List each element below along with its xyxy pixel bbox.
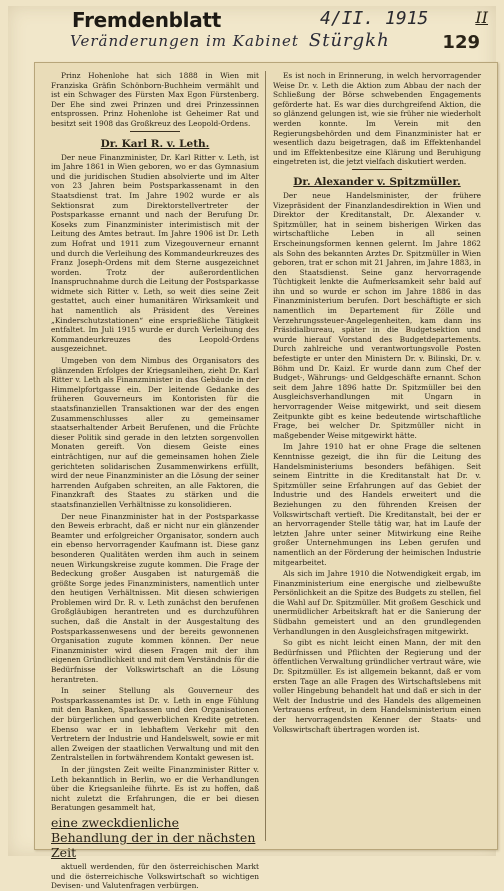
- leth-highlight-line: eine zweckdienliche Behandlung der in der nächsten Zeit: [51, 814, 256, 860]
- newspaper-source: Fremdenblatt: [72, 8, 221, 32]
- left-column: [51, 71, 259, 891]
- spitzmueller-paragraph-4: So gibt es nicht leicht einen Mann, der mit den Bedürfnissen und Pflichten der Regierung und der öffentlichen Verwaltung gründlicher vertraut wäre, wie Dr. Spitzmüller. Es ist allgemein bekannt, daß er vom ersten Tage an alle Fragen des Wirtschaftslebens mit voller Hingebung behandelt hat und daß er sich in der Welt der Industrie und des Handels des allgemeinen Vertrauens erfreut, in dem Handelsministerium einen der hervorragendsten Kenner der Staats- und Volkswirtschaft übertragen worden ist.: [273, 638, 482, 734]
- column-divider: [265, 71, 266, 841]
- right-column: [273, 71, 481, 843]
- clipping-date: 4/II. 1915: [320, 8, 429, 29]
- right-intro: Es ist noch in Erinnerung, in welch hervorragender Weise Dr. v. Leth die Aktion zum Abbau der nach der Schließung der Börse schwebenden Engagements geförderte hat. Es war dies durchgreifend Aktion, die so glänzend gelungen ist, wie sie früher nie wiederholt werden konnte. Im Verein mit den Regierungsbehörden und dem Finanzminister hat er wesentlich dazu beigetragen, daß im Effektenhandel und im Effektenbesitze eine Klärung und Beruhigung eingetreten ist, die jetzt vielfach diskutiert werden.: [273, 71, 481, 167]
- handwritten-title: Veränderungen im Kabinet: [70, 32, 299, 50]
- leth-paragraph-3: Der neue Finanzminister hat in der Postsparkasse den Beweis erbracht, daß er nicht nur ein glänzender Beamter und erfolgreicher Organisator, sondern auch ein ebenso hervorragender Kaufmann ist. Diese ganz besonderen Qualitäten werden ihm auch in seinem neuen Wirkungskreise zugute kommen. Die Frage der Bedeckung großer Ausgaben ist naturgemäß die größte Sorge jedes Finanzministers, namentlich unter den heutigen Verhältnissen. Mit diesen schwierigen Problemen wird Dr. R. v. Leth zunächst den berufenen Großgläubigen herantreten und es durchzuführen suchen, daß die Anstalt in der Ausgestaltung des Postsparkassenwesens und der bereits gewonnenen Organisation zugute kommen können. Der neue Finanzminister wird diesen Fragen mit der ihm eigenen Gründlichkeit und mit dem Verständnis für die Bedürfnisse der Volkswirtschaft an die Lösung herantreten.: [51, 511, 259, 684]
- leth-paragraph-1: Der neue Finanzminister, Dr. Karl Ritter v. Leth, ist im Jahre 1861 in Wien geboren, wo er das Gymnasium und die juridischen Studien absolvierte und im Alter von 23 Jahren beim Postsparkassenamt in den Staatsdienst trat. Im Jahre 1902 wurde er als Sektionsrat zum Direktorstellvertreter der Postsparkasse ernannt und nach der Berufung Dr. Koseks zum Finanzminister interimistisch mit der Leitung des Amtes betraut. Im Jahre 1906 ist Dr. Leth zum Hofrat und 1911 zum Vizegouverneur ernannt und durch die Verleihung des Kommandeurkreuzes des Franz Joseph-Ordens mit dem Sterne ausgezeichnet worden. Trotz der außerordentlichen Inanspruchnahme durch die Leitung der Postsparkasse widmete sich Ritter v. Leth, so weit dies seine Zeit gestattet, auch einer humanitären Wirksamkeit und hat namentlich als Präsident des Vereines „Kinderschutzstationen“ eine ersprießliche Tätigkeit entfaltet. Im Juli 1915 wurde er durch Verleihung des Kommandeurkreuzes des Leopold-Ordens ausgezeichnet.: [51, 152, 259, 354]
- section-rule: [130, 131, 180, 132]
- newspaper-clipping: [34, 62, 498, 891]
- leth-paragraph-2: Umgeben von dem Nimbus des Organisators des glänzenden Erfolges der Kriegsanleihen, zieht Dr. Karl Ritter v. Leth als Finanzminister in das Gebäude in der Himmelpfortgasse ein. Der leitende Gedanke des früheren Gouverneurs im Kontoristen für die staatsfinanziellen Transaktionen war der des engen Zusammenschlusses aller zu gemeinsamer staatserhaltender Arbeit Berufenen, und die Früchte dieser Politik sind gerade in den letzten sorgenvollen Monaten gereift. Von diesem Geiste eines einträchtigen, nur auf die gemeinsamen hohen Ziele gerichteten solidarischen Zusammenwirkens erfüllt, wird der neue Finanzminister an die Lösung der seiner harrenden Aufgaben schreiten, an alle Faktoren, die Finanzkraft des Staates zu stärken und die staatsfinanziellen Verhältnisse zu konsolidieren.: [51, 356, 259, 509]
- spitzmueller-paragraph-1: Der neue Handelsminister, der frühere Vizepräsident der Finanzlandesdirektion in Wien und Direktor der Kreditanstalt, Dr. Alexander v. Spitzmüller, hat in seinem bisherigen Wirken das wirtschaftliche Leben in all seinen Erscheinungsformen kennen gelernt. Im Jahre 1862 als Sohn des bekannten Arztes Dr. Spitzmüller in Wien geboren, trat er schon mit 21 Jahren, im Jahre 1883, in den Staatsdienst. Seine ganz hervorragende Tüchtigkeit lenkte die Aufmerksamkeit sehr bald auf ihn und so wurde er schon im Jahre 1886 in das Finanzministerium berufen. Dort beschäftigte er sich namentlich im Departement für Zölle und Verzehrungssteuer-Angelegenheiten, kam dann ins Präsidialbureau, später in die Budgetsektion und wurde hierauf Vorstand des Budgetdepartements. Durch zahlreiche und verantwortungsvolle Posten befestigte er unter den Ministern Dr. v. Bilinski, Dr. v. Böhm und Dr. Kaizl. Er wurde dann zum Chef der Budget-, Währungs- und Geldgeschäfte ernannt. Schon seit dem Jahre 1896 hatte Dr. Spitzmüller bei den Ausgleichsverhandlungen mit Ungarn in hervorragender Weise mitgewirkt, und seit diesem Zeitpunkte gibt es keine bedeutende wirtschaftliche Frage, bei welcher Dr. Spitzmüller nicht in maßgebender Weise mitgewirkt hätte.: [273, 190, 481, 440]
- left-intro: Prinz Hohenlohe hat sich 1888 in Wien mit Franziska Gräfin Schönborn-Buchheim vermählt und ist ein Schwager des Fürsten Max Egon Fürstenberg. Der Ehe sind zwei Prinzen und drei Prinzessinnen entsprossen. Prinz Hohenlohe ist Geheimer Rat und besitzt seit 1908 das Großkreuz des Leopold-Ordens.: [51, 71, 259, 128]
- section-rule: [352, 169, 402, 170]
- handwritten-name: Stürgkh: [308, 30, 390, 51]
- leth-paragraph-4: In seiner Stellung als Gouverneur des Postsparkassenamtes ist Dr. v. Leth in enge Fühlung mit den Banken, Sparkassen und den Organisationen der bürgerlichen und gewerblichen Kredite getreten. Ebenso war er in lebhaftem Verkehr mit den Vertretern der Industrie und Handelswelt, sowie er mit allen Zweigen der staatlichen Verwaltung und mit den Zentralstellen in fortwährendem Kontakt gewesen ist.: [51, 686, 259, 763]
- handwritten-annotation: [70, 30, 390, 51]
- section-title-spitzmueller: Dr. Alexander v. Spitzmüller.: [293, 175, 461, 188]
- leth-paragraph-5: In der jüngsten Zeit weilte Finanzminister Ritter v. Leth bekanntlich in Berlin, wo er die Verhandlungen über die Kriegsanleihe führte. Es ist zu hoffen, daß nicht zuletzt die Erfahrungen, die er bei diesen Beratungen gesammelt hat,: [51, 764, 259, 813]
- roman-numeral-annotation: II: [475, 8, 488, 27]
- clipping-sheet: [8, 6, 496, 891]
- spitzmueller-paragraph-3: Als sich im Jahre 1910 die Notwendigkeit ergab, im Finanzministerium eine energische und zielbewußte Persönlichkeit an die Spitze des Budgets zu stellen, fiel die Wahl auf Dr. Spitzmüller. Mit großem Geschick und unermüdlicher Arbeitskraft hat er die Sanierung der Südbahn gemeistert und an den grundlegenden Verhandlungen in den Ausgleichsfragen mitgewirkt.: [273, 569, 481, 636]
- leth-closing: aktuell werdenden, für den österreichischen Markt und die österreichische Volkswirtschaft so wichtigen Devisen- und Valutenfragen verbürgen.: [51, 861, 259, 891]
- spitzmueller-paragraph-2: Im Jahre 1910 hat er ohne Frage die seltenen Kenntnisse gezeigt, die ihn für die Leitung des Handelsministeriums besonders befähigen. Seit seinem Eintritte in die Kreditanstalt hat Dr. v. Spitzmüller seine Erfahrungen auf das Gebiet der Industrie und des Handels erweitert und die Beziehungen zu den führenden Kreisen der Volkswirtschaft vertieft. Die Kreditanstalt, bei der er an hervorragender Stelle tätig war, hat im Laufe der letzten Jahre unter seiner Mitwirkung eine Reihe großer Unternehmungen ins Leben gerufen und namentlich an der Förderung der heimischen Industrie mitgearbeitet.: [273, 442, 481, 567]
- section-title-leth: Dr. Karl R. v. Leth.: [100, 137, 210, 150]
- page-number: 129: [442, 32, 480, 53]
